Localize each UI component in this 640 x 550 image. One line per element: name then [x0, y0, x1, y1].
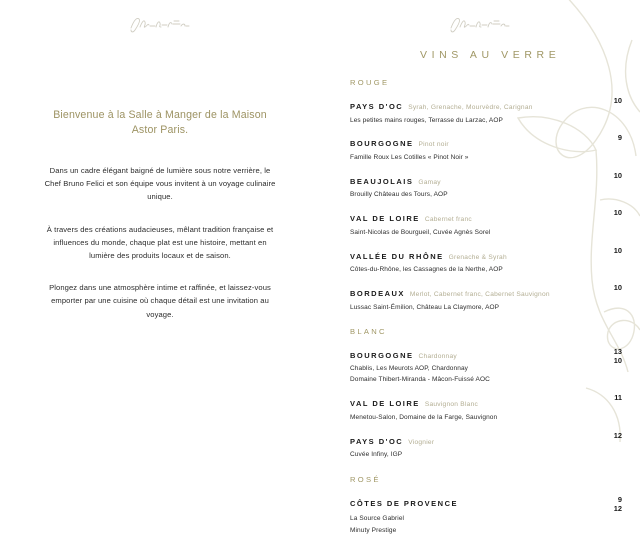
wine-description: Famille Roux Les Cotilles « Pinot Noir » [350, 153, 469, 161]
wine-price: 10 [613, 283, 622, 293]
wine-description: Domaine Thibert-Miranda - Mâcon-Fuissé AOC [350, 376, 490, 384]
wine-price: 10 [613, 245, 622, 255]
wine-grape-variety: Viognier [408, 438, 435, 446]
wine-info [350, 246, 606, 275]
wine-info [350, 493, 606, 536]
wine-price-group [606, 246, 622, 255]
wine-grape-variety: Cabernet franc [424, 216, 472, 224]
wine-name-line [350, 246, 598, 264]
wine-price-group [606, 96, 622, 105]
wine-price-group [606, 493, 622, 514]
wine-price: 13 [613, 346, 622, 356]
wine-info [350, 208, 606, 237]
restaurant-logo-right [320, 14, 640, 34]
welcome-paragraph: Dans un cadre élégant baigné de lumière sous notre verrière, le Chef Bruno Felici et son équipe vous invitent à un voyage culinaire unique. [44, 166, 276, 202]
section-heading: ROUGE [350, 78, 390, 87]
welcome-block [42, 108, 278, 321]
wine-description: Brouilly Château des Tours, AOP [350, 191, 448, 199]
wine-name: VAL DE LOIRE [350, 214, 420, 224]
wine-price: 10 [613, 96, 622, 105]
wine-name: CÔTES DE PROVENCE [350, 498, 459, 508]
wine-price-group [606, 345, 622, 366]
wine-description: Minuty Prestige [350, 526, 397, 534]
menu-title: VINS AU VERRE [420, 49, 561, 61]
wine-info [350, 96, 606, 125]
wine-entry [350, 345, 622, 385]
wine-name: BOURGOGNE [350, 139, 414, 149]
wine-name-line [350, 345, 598, 363]
script-logo-icon [448, 14, 512, 34]
wine-description: Cuvée Infiny, IGP [350, 451, 403, 459]
wine-name: VALLÉE DU RHÔNE [350, 251, 444, 261]
wine-description: Côtes-du-Rhône, les Cassagnes de la Nerthe, AOP [350, 266, 503, 274]
wine-info [350, 345, 606, 385]
right-page [320, 0, 640, 534]
welcome-paragraph: Plongez dans une atmosphère intime et raffinée, et laissez-vous emporter par une cuisine où chaque détail est une invitation au voyage. [49, 283, 271, 319]
wine-price: 12 [613, 430, 622, 440]
wine-name: VAL DE LOIRE [350, 399, 420, 409]
wine-grape-variety: Syrah, Grenache, Mourvèdre, Carignan [408, 104, 533, 111]
wine-name-line [350, 208, 598, 226]
wine-entry [350, 431, 622, 460]
wine-info [350, 431, 606, 460]
wine-name: PAYS D'OC [350, 102, 404, 111]
wine-price-group [606, 133, 622, 142]
wine-price: 10 [613, 170, 622, 180]
wine-description: Les petites mains rouges, Terrasse du Larzac, AOP [350, 116, 503, 124]
wine-info [350, 171, 606, 200]
wine-price-group [606, 431, 622, 440]
wine-grape-variety: Gamay [418, 178, 441, 186]
welcome-paragraph: À travers des créations audacieuses, mêlant tradition française et influences du monde, chaque plat est une histoire, mettant en lumière des produits locaux et de saison. [46, 224, 274, 261]
wine-description: Chablis, Les Meurots AOP, Chardonnay [350, 365, 469, 373]
wine-name: BORDEAUX [350, 289, 405, 299]
wine-section [350, 475, 622, 536]
wine-price-group [606, 283, 622, 292]
wine-section [350, 78, 622, 312]
wine-section [350, 327, 622, 460]
wine-description: Saint-Nicolas de Bourgueil, Cuvée Agnès Sorel [350, 228, 491, 236]
wine-entry [350, 208, 622, 237]
wine-price: 10 [613, 356, 622, 366]
wine-entry [350, 246, 622, 275]
wine-price: 10 [613, 208, 622, 218]
wine-info [350, 283, 606, 312]
wine-price: 9 [617, 133, 622, 143]
wine-name-line [350, 493, 598, 511]
welcome-title: Bienvenue à la Salle à Manger de la Maison Astor Paris. [53, 109, 267, 136]
wine-grape-variety: Chardonnay [418, 352, 457, 360]
script-logo-icon [128, 14, 192, 34]
wine-name: PAYS D'OC [350, 436, 404, 446]
wine-name-line [350, 283, 598, 301]
wine-grape-variety: Merlot, Cabernet franc, Cabernet Sauvignon [409, 291, 550, 299]
wine-info [350, 133, 606, 162]
wine-price-group [606, 393, 622, 402]
section-heading: ROSÉ [350, 474, 381, 484]
wine-grape-variety: Pinot noir [418, 141, 449, 149]
wine-grape-variety: Grenache & Syrah [448, 253, 507, 261]
wine-name-line [350, 133, 598, 151]
restaurant-logo-left [0, 14, 320, 34]
wine-name-line [350, 96, 598, 114]
wine-name: BOURGOGNE [350, 350, 414, 360]
wine-price-group [606, 208, 622, 217]
wine-name: BEAUJOLAIS [350, 176, 414, 186]
wine-entry [350, 493, 622, 536]
wine-price-group [606, 171, 622, 180]
wine-name-line [350, 431, 598, 449]
wine-entry [350, 393, 622, 422]
wine-name-line [350, 393, 598, 411]
wine-description: La Source Gabriel [350, 514, 405, 522]
wine-entry [350, 96, 622, 125]
wine-grape-variety: Sauvignon Blanc [424, 401, 479, 409]
wine-description: Menetou-Salon, Domaine de la Farge, Sauvignon [350, 413, 498, 421]
wine-entry [350, 171, 622, 200]
wine-info [350, 393, 606, 422]
wine-entry [350, 133, 622, 162]
wine-list [350, 78, 622, 550]
wine-price: 11 [614, 393, 622, 403]
wine-description: Lussac Saint-Émilion, Château La Claymore, AOP [350, 303, 500, 311]
section-heading: BLANC [350, 326, 387, 336]
wine-name-line [350, 171, 598, 189]
wine-price: 12 [613, 503, 622, 513]
wine-price: 9 [617, 494, 622, 504]
left-page [0, 0, 320, 454]
wine-entry [350, 283, 622, 312]
